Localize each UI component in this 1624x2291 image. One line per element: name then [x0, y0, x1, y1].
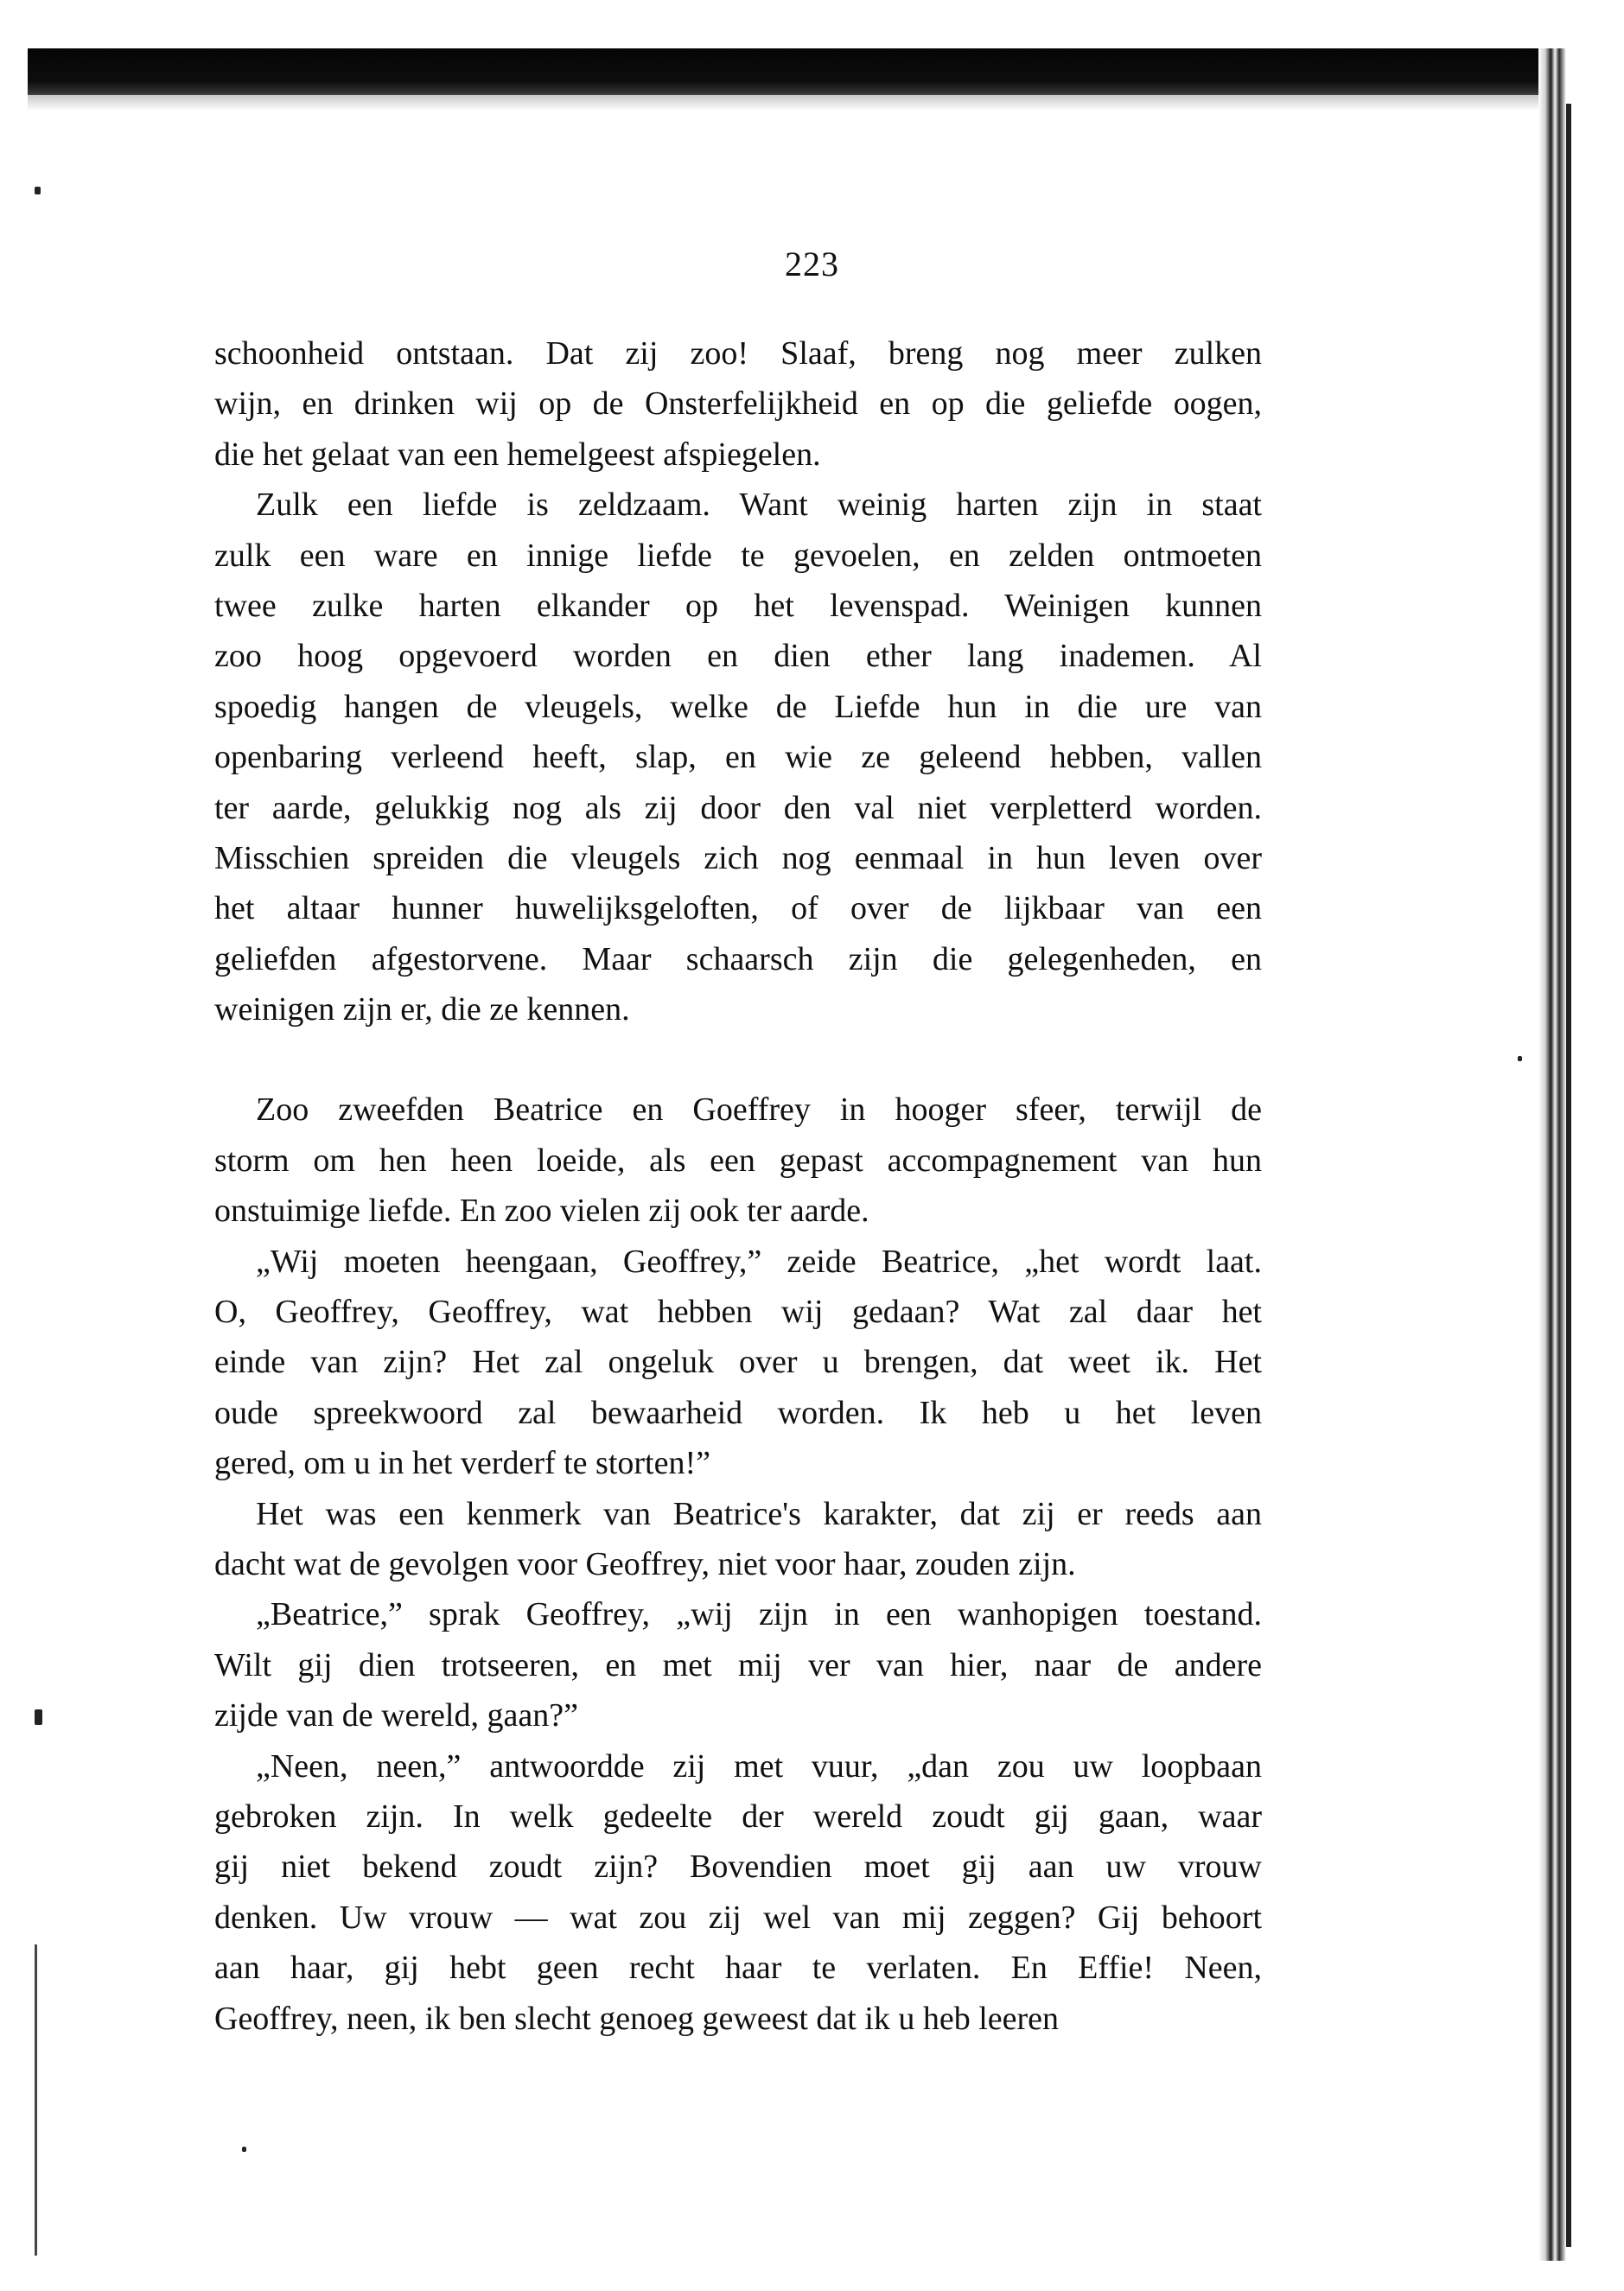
text-line: Misschien spreiden die vleugels zich nog eenmaal in hun leven over	[214, 839, 1262, 876]
text-line: spoedig hangen de vleugels, welke de Liefde hun in die ure van	[214, 688, 1262, 725]
text-line: storm om hen heen loeide, als een gepast accompagnement van hun	[214, 1142, 1262, 1179]
page-number: 223	[785, 245, 839, 283]
text-line: schoonheid ontstaan. Dat zij zoo! Slaaf, breng nog meer zulken	[214, 335, 1262, 372]
text-line: gebroken zijn. In welk gedeelte der wereld zoudt gij gaan, waar	[214, 1798, 1262, 1835]
paragraph	[214, 1085, 1262, 1236]
text-line: zijde van de wereld, gaan?”	[214, 1697, 578, 1734]
text-line: oude spreekwoord zal bewaarheid worden. Ik heb u het leven	[214, 1394, 1262, 1431]
paragraph	[214, 480, 1262, 1034]
text-line: Zulk een liefde is zeldzaam. Want weinig harten zijn in staat	[256, 487, 1262, 524]
text-line: Zoo zweefden Beatrice en Goeffrey in hooger sfeer, terwijl de	[256, 1091, 1262, 1129]
paragraph	[214, 1741, 1262, 2044]
text-line: wijn, en drinken wij op de Onsterfelijkheid en op die geliefde oogen,	[214, 385, 1262, 423]
paragraph	[214, 1589, 1262, 1741]
text-line: „Beatrice,” sprak Geoffrey, „wij zijn in een wanhopigen toestand.	[256, 1596, 1262, 1633]
scan-top-shadow	[28, 93, 1566, 111]
paragraph	[214, 328, 1262, 480]
text-line: ter aarde, gelukkig nog als zij door den val niet verpletterd worden.	[214, 789, 1262, 826]
body-text	[214, 328, 1262, 2044]
text-line: onstuimige liefde. En zoo vielen zij ook ter aarde.	[214, 1193, 869, 1230]
text-line: het altaar hunner huwelijksgeloften, of over de lijkbaar van een	[214, 890, 1262, 927]
text-line: zulk een ware en innige liefde te gevoelen, en zelden ontmoeten	[214, 537, 1262, 574]
text-line: „Wij moeten heengaan, Geoffrey,” zeide Beatrice, „het wordt laat.	[256, 1243, 1262, 1280]
text-line: die het gelaat van een hemelgeest afspiegelen.	[214, 436, 821, 473]
scan-speck	[35, 1709, 42, 1725]
text-line: denken. Uw vrouw — wat zou zij wel van mij zeggen? Gij behoort	[214, 1899, 1262, 1936]
paragraph	[214, 1237, 1262, 1489]
scan-speck	[242, 2147, 246, 2152]
scan-speck	[35, 187, 41, 194]
section-break	[214, 1034, 1262, 1085]
scan-left-margin-mark	[35, 1944, 37, 2256]
text-line: dacht wat de gevolgen voor Geoffrey, niet voor haar, zouden zijn.	[214, 1545, 1076, 1582]
text-line: Wilt gij dien trotseeren, en met mij ver van hier, naar de andere	[214, 1646, 1262, 1683]
text-line: openbaring verleend heeft, slap, en wie ze geleend hebben, vallen	[214, 739, 1262, 776]
text-line: zoo hoog opgevoerd worden en dien ether lang inademen. Al	[214, 638, 1262, 675]
text-line: twee zulke harten elkander op het levenspad. Weinigen kunnen	[214, 587, 1262, 624]
text-line: Geoffrey, neen, ik ben slecht genoeg geweest dat ik u heb leeren	[214, 2000, 1060, 2037]
text-line: gij niet bekend zoudt zijn? Bovendien moet gij aan uw vrouw	[214, 1849, 1262, 1886]
scan-right-edge	[1538, 48, 1566, 2261]
text-line: einde van zijn? Het zal ongeluk over u brengen, dat weet ik. Het	[214, 1344, 1262, 1381]
scan-speck	[1518, 1056, 1522, 1061]
text-line: „Neen, neen,” antwoordde zij met vuur, „dan zou uw loopbaan	[256, 1747, 1262, 1785]
scan-right-edge-line	[1566, 104, 1571, 2247]
scan-top-band	[28, 48, 1566, 95]
paragraph	[214, 1489, 1262, 1590]
text-line: O, Geoffrey, Geoffrey, wat hebben wij gedaan? Wat zal daar het	[214, 1294, 1262, 1331]
text-line: aan haar, gij hebt geen recht haar te verlaten. En Effie! Neen,	[214, 1950, 1262, 1987]
text-line: geliefden afgestorvene. Maar schaarsch zijn die gelegenheden, en	[214, 940, 1262, 977]
text-line: Het was een kenmerk van Beatrice's karakter, dat zij er reeds aan	[256, 1495, 1262, 1532]
text-line: weinigen zijn er, die ze kennen.	[214, 991, 630, 1028]
text-line: gered, om u in het verderf te storten!”	[214, 1445, 710, 1482]
